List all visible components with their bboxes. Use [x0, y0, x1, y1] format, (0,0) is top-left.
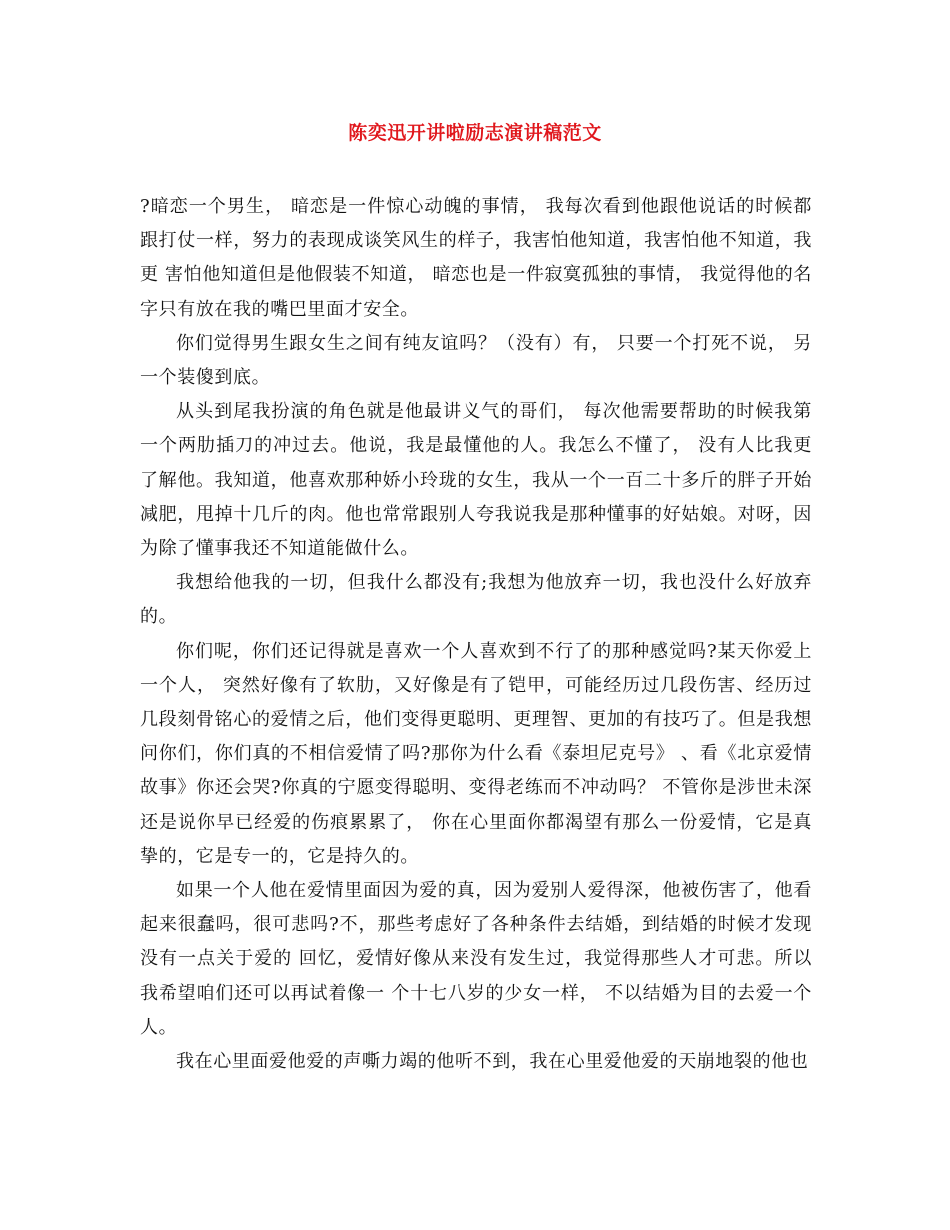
- paragraph: 你们呢，你们还记得就是喜欢一个人喜欢到不行了的那种感觉吗?某天你爱上一个人， 突然好像有了软肋，又好像是有了铠甲，可能经历过几段伤害、经历过几段刻骨铭心的爱情之后，他们变得更聪明、更理智、更加的有技巧了。但是我想问你们，你们真的不相信爱情了吗?那你为什么看《泰坦尼克号》 、看《北京爱情故事》你还会哭?你真的宁愿变得聪明、变得老练而不冲动吗？ 不管你是涉世未深还是说你早已经爱的伤痕累累了， 你在心里面你都渴望有那么一份爱情，它是真挚的，它是专一的，它是持久的。: [140, 640, 812, 867]
- paragraph: 如果一个人他在爱情里面因为爱的真，因为爱别人爱得深，他被伤害了，他看起来很蠢吗，很可悲吗?不，那些考虑好了各种条件去结婚，到结婚的时候才发现没有一点关于爱的 回忆，爱情好像从来没有发生过，我觉得那些人才可悲。所以我希望咱们还可以再试着像一 个十七八岁的少女一样， 不以结婚为目的去爱一个人。: [140, 880, 812, 1038]
- paragraph: 你们觉得男生跟女生之间有纯友谊吗？（没有）有， 只要一个打死不说， 另一个装傻到底。: [140, 332, 812, 389]
- document-title: 陈奕迅开讲啦励志演讲稿范文: [348, 122, 602, 144]
- paragraph: ?暗恋一个男生， 暗恋是一件惊心动魄的事情， 我每次看到他跟他说话的时候都跟打仗一样，努力的表现成谈笑风生的样子，我害怕他知道，我害怕他不知道，我更 害怕他知道但是他假装不知道， 暗恋也是一件寂寞孤独的事情， 我觉得他的名字只有放在我的嘴巴里面才安全。: [140, 196, 812, 320]
- paragraph: 从头到尾我扮演的角色就是他最讲义气的哥们， 每次他需要帮助的时候我第一个两肋插刀的冲过去。他说，我是最懂他的人。我怎么不懂了， 没有人比我更了解他。我知道，他喜欢那种娇小玲珑的女生，我从一个一百二十多斤的胖子开始减肥，甩掉十几斤的肉。他也常常跟别人夸我说我是那种懂事的好姑娘。对呀，因为除了懂事我还不知道能做什么。: [140, 401, 812, 560]
- paragraph: 我想给他我的一切，但我什么都没有;我想为他放弃一切，我也没什么好放弃的。: [140, 572, 812, 628]
- paragraph: 我在心里面爱他爱的声嘶力竭的他听不到，我在心里爱他爱的天崩地裂的他也: [176, 1051, 809, 1073]
- document-body: [140, 190, 812, 1079]
